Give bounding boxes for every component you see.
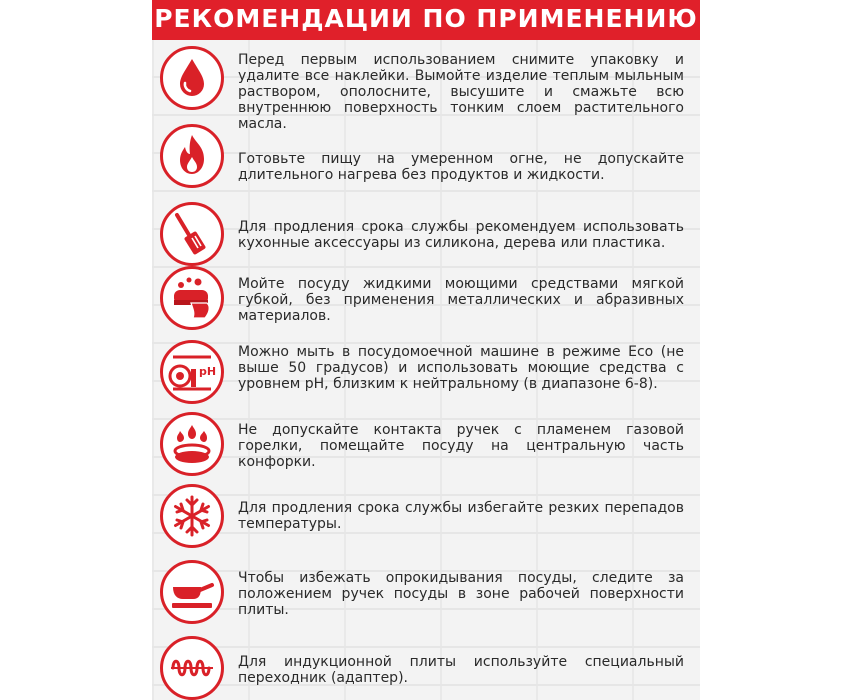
header-banner — [152, 0, 700, 40]
item-text: Не допускайте контакта ручек с пламенем газовой горелки, помещайте посуду на центральную часть конфорки. — [238, 422, 684, 470]
flame-icon — [160, 124, 224, 188]
item-text: Чтобы избежать опрокидывания посуды, следите за положением ручек посуды в зоне рабочей поверхности плиты. — [238, 570, 684, 618]
instructions-sheet — [152, 0, 700, 700]
item-text: Для индукционной плиты используйте специальный переходник (адаптер). — [238, 654, 684, 686]
water-drop-icon — [160, 46, 224, 110]
page-title: РЕКОМЕНДАЦИИ ПО ПРИМЕНЕНИЮ — [154, 4, 698, 33]
spatula-icon — [160, 202, 224, 266]
induction-coil-icon — [160, 636, 224, 700]
item-text: Перед первым использованием снимите упаковку и удалите все наклейки. Вымойте изделие теплым мыльным раствором, ополосните, высушите и смажьте всю внутреннюю поверхность тонким слоем растительного масла. — [238, 52, 684, 132]
dishwasher-ph-icon — [160, 340, 224, 404]
gas-burner-icon — [160, 412, 224, 476]
ph-label: pH — [199, 365, 217, 378]
item-text: Для продления срока службы избегайте резких перепадов температуры. — [238, 500, 684, 532]
snowflake-icon — [160, 484, 224, 548]
sponge-hand-icon — [160, 266, 224, 330]
item-text: Можно мыть в посудомоечной машине в режиме Eco (не выше 50 градусов) и использовать моющие средства с уровнем pH, близким к нейтральному (в диапазоне 6-8). — [238, 344, 684, 392]
item-text: Для продления срока службы рекомендуем использовать кухонные аксессуары из силикона, дерева или пластика. — [238, 219, 684, 251]
pan-on-stove-icon — [160, 560, 224, 624]
item-text: Мойте посуду жидкими моющими средствами мягкой губкой, без применения металлических и абразивных материалов. — [238, 276, 684, 324]
item-text: Готовьте пищу на умеренном огне, не допускайте длительного нагрева без продуктов и жидкости. — [238, 151, 684, 183]
